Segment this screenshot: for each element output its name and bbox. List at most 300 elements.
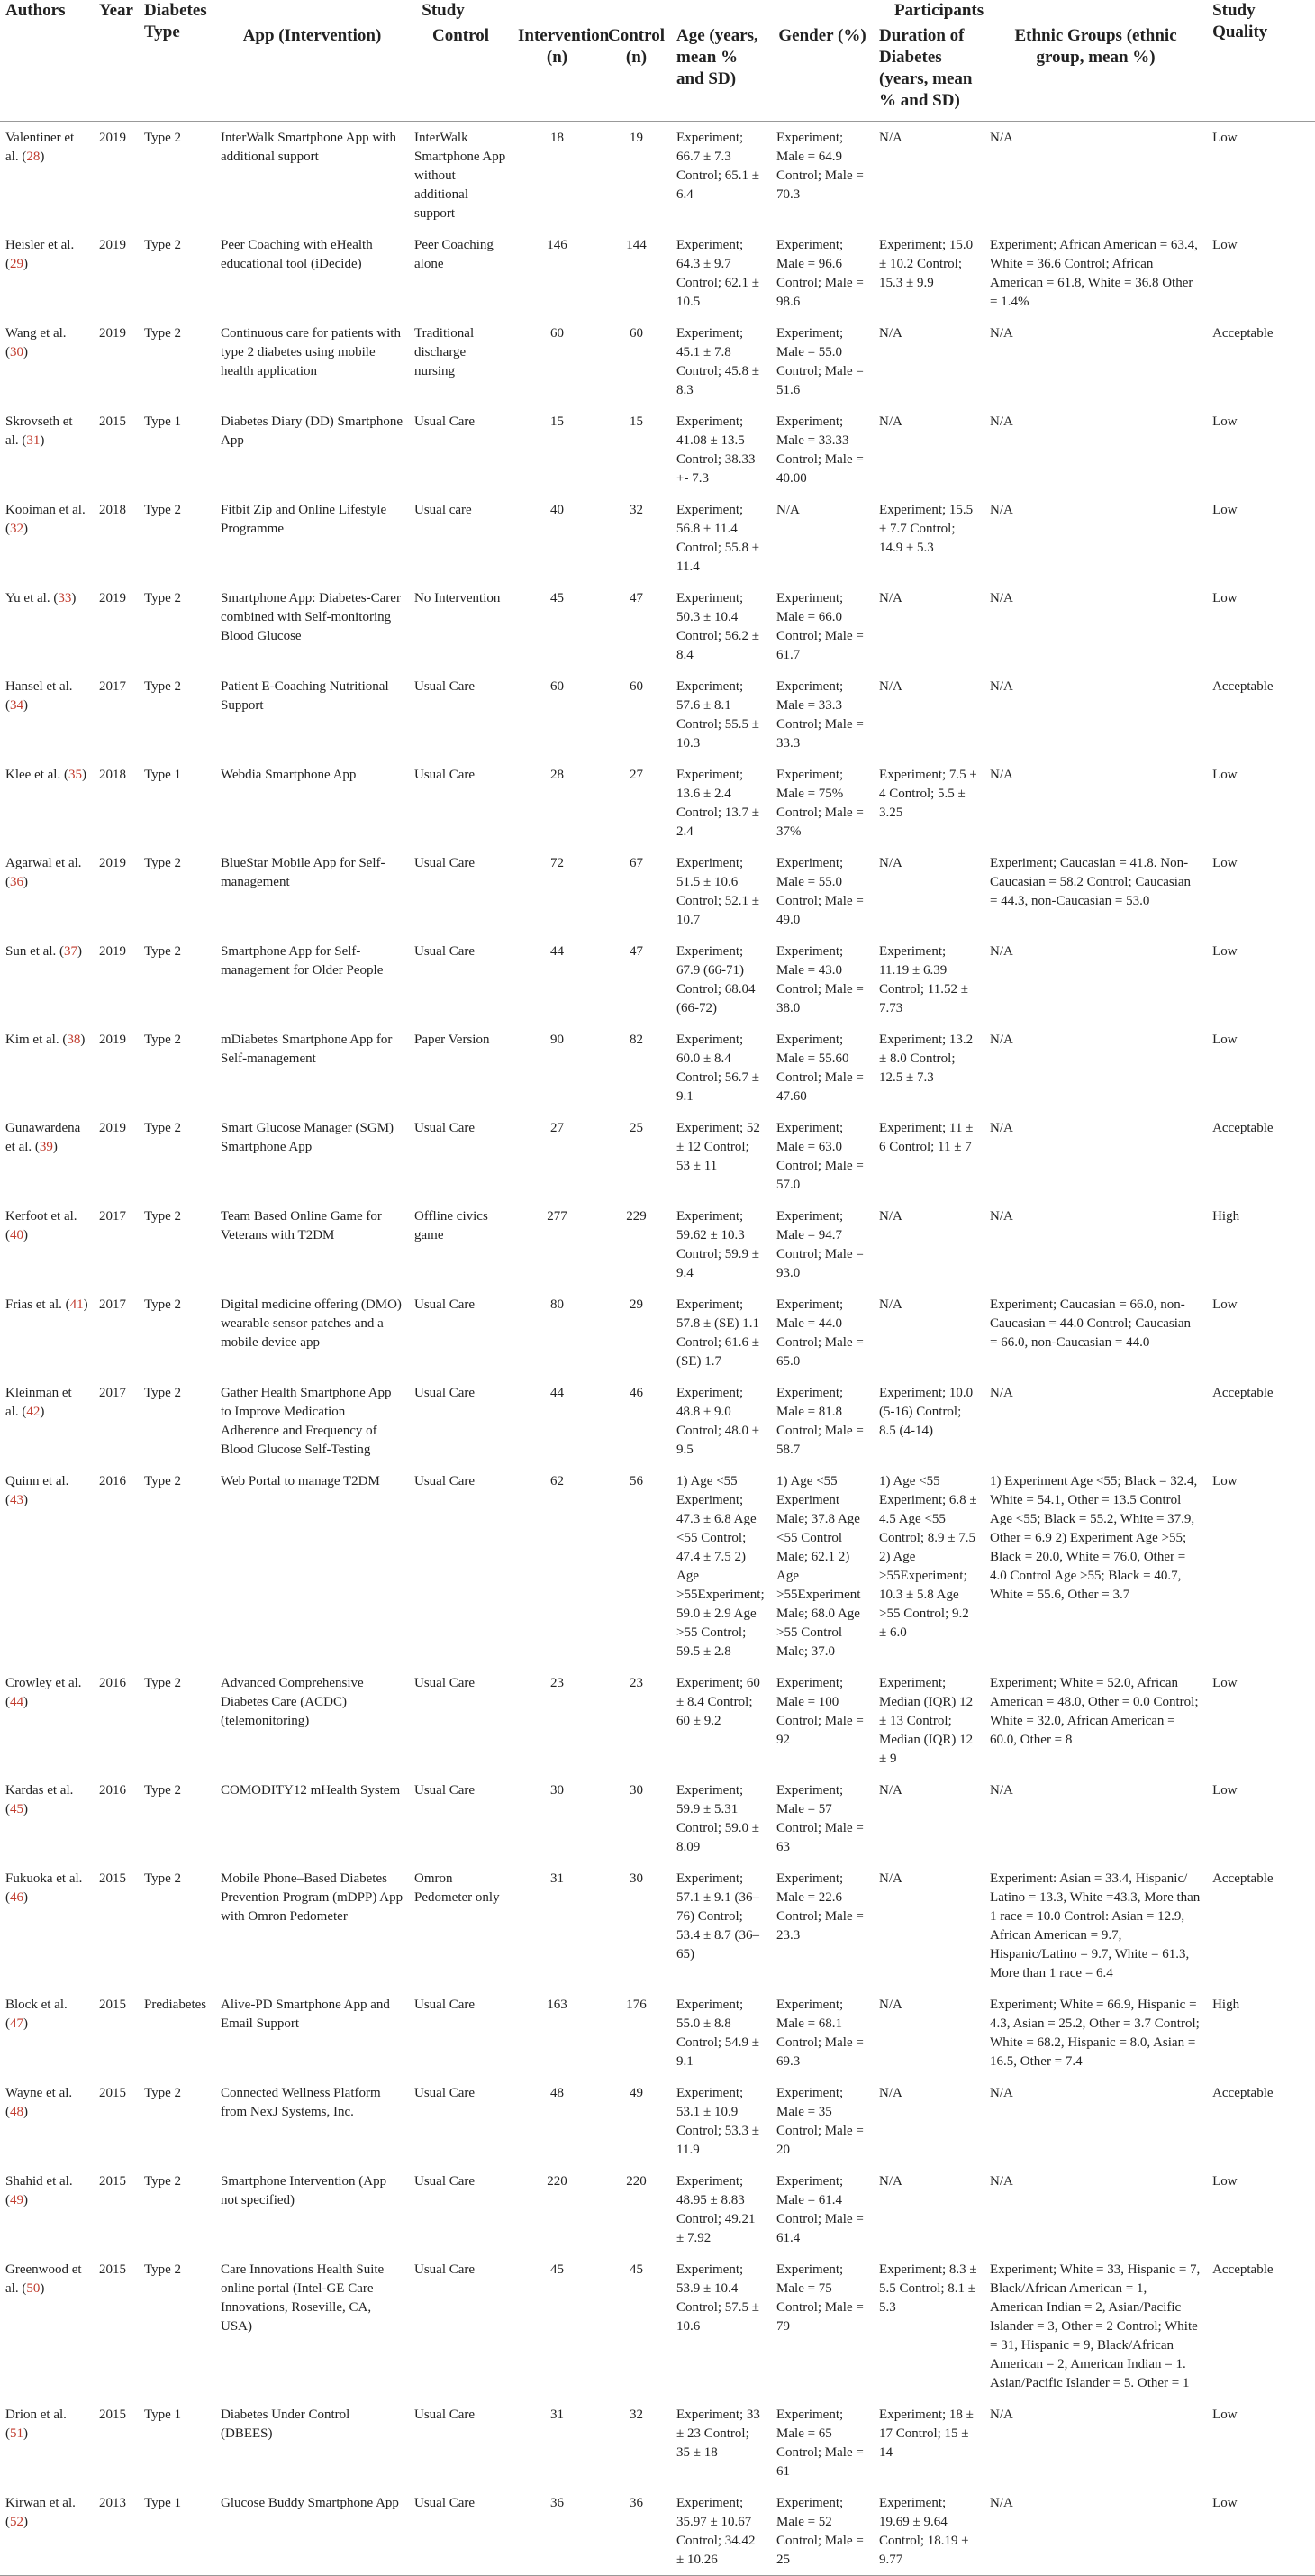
authors-name: Drion et al. ( [5,2408,67,2441]
duration-cell: Experiment; 11 ± 6 Control; 11 ± 7 [879,1121,974,1154]
duration-cell: Experiment; Median (IQR) 12 ± 13 Control; Median (IQR) 12 ± 9 [879,1676,974,1766]
diabetes-type-cell: Type 2 [144,238,182,252]
app-cell: Diabetes Diary (DD) Smartphone App [221,414,404,448]
authors-cell [0,405,94,494]
age-cell: Experiment; 57.1 ± 9.1 (36–76) Control; 53.4 ± 8.7 (36–65) [676,1871,760,1962]
control-cell: Traditional discharge nursing [414,326,475,378]
reference-link[interactable]: 40 [10,1228,23,1242]
authors-name: Kirwan et al. ( [5,2496,76,2529]
control-n-cell: 23 [630,1676,644,1690]
duration-cell: Experiment; 8.3 ± 5.5 Control; 8.1 ± 5.3 [879,2262,977,2315]
app-cell: InterWalk Smartphone App with additional support [221,131,397,164]
reference-link[interactable]: 42 [26,1405,41,1419]
authors-close-paren: ) [23,1695,28,1709]
ethnic-groups-cell: N/A [990,1033,1013,1047]
app-cell: Smart Glucose Manager (SGM) Smartphone App [221,1121,394,1154]
app-cell: Alive-PD Smartphone App and Email Support [221,1998,390,2031]
intervention-n-cell: 36 [550,2496,564,2510]
reference-link[interactable]: 43 [10,1493,23,1507]
authors-name: Kooiman et al. ( [5,503,86,536]
authors-name: Wayne et al. ( [5,2086,73,2119]
app-cell: COMODITY12 mHealth System [221,1783,401,1798]
reference-link[interactable]: 50 [26,2281,41,2296]
diabetes-type-cell: Type 2 [144,1033,182,1047]
ethnic-groups-cell: Experiment; Caucasian = 66.0, non-Caucasian = 44.0 Control; Caucasian = 66.0, non-Caucasian = 44.0 [990,1297,1192,1350]
gender-cell: Experiment; Male = 63.0 Control; Male = 57.0 [776,1121,864,1192]
authors-close-paren: ) [23,345,28,360]
study-quality-cell: Low [1212,2496,1238,2510]
study-quality-cell: Low [1212,414,1238,429]
header-year: Year [99,1,133,20]
authors-cell [0,935,94,1024]
table-row [0,1465,1315,1667]
reference-link[interactable]: 32 [10,522,23,536]
authors-cell [0,2253,94,2399]
gender-cell: Experiment; Male = 75% Control; Male = 37% [776,768,864,839]
ethnic-groups-cell: N/A [990,2496,1013,2510]
authors-name: Kim et al. ( [5,1033,68,1047]
duration-cell: N/A [879,679,902,694]
age-cell: Experiment; 35.97 ± 10.67 Control; 34.42 ± 10.26 [676,2496,756,2567]
intervention-n-cell: 146 [547,238,567,252]
control-n-cell: 176 [626,1998,647,2012]
authors-name: Quinn et al. ( [5,1474,69,1507]
control-cell: Usual Care [414,1474,476,1488]
app-cell: Smartphone App for Self-management for Older People [221,944,384,978]
authors-name: Heisler et al. ( [5,238,75,271]
app-cell: Advanced Comprehensive Diabetes Care (ACDC) (telemonitoring) [221,1676,364,1728]
diabetes-type-cell: Type 1 [144,2496,182,2510]
authors-name: Yu et al. ( [5,591,59,605]
ethnic-groups-cell: N/A [990,1783,1013,1798]
header-gender: Gender (%) [778,26,866,45]
gender-cell: Experiment; Male = 55.60 Control; Male = 47.60 [776,1033,864,1104]
app-cell: Connected Wellness Platform from NexJ Systems, Inc. [221,2086,381,2119]
app-cell: Diabetes Under Control (DBEES) [221,2408,350,2441]
authors-name: Hansel et al. ( [5,679,73,713]
reference-link[interactable]: 41 [69,1297,84,1312]
header-group-study: Study [422,1,465,20]
diabetes-type-cell: Type 2 [144,1783,182,1798]
age-cell: Experiment; 66.7 ± 7.3 Control; 65.1 ± 6.4 [676,131,760,202]
reference-link[interactable]: 47 [10,2016,23,2031]
authors-cell [0,122,94,230]
app-cell: Team Based Online Game for Veterans with T2DM [221,1209,382,1242]
age-cell: Experiment; 60.0 ± 8.4 Control; 56.7 ± 9.1 [676,1033,760,1104]
control-cell: Usual Care [414,2086,476,2100]
age-cell: Experiment; 33 ± 23 Control; 35 ± 18 [676,2408,760,2460]
control-n-cell: 36 [630,2496,644,2510]
header-duration: Duration of Diabetes (years, mean % and SD) [879,26,973,110]
diabetes-type-cell: Type 2 [144,1297,182,1312]
table-row [0,229,1315,317]
control-cell: Usual Care [414,1297,476,1312]
control-n-cell: 56 [630,1474,644,1488]
table-row [0,1667,1315,1774]
authors-close-paren: ) [52,1140,58,1154]
control-n-cell: 46 [630,1386,644,1400]
intervention-n-cell: 18 [550,131,564,145]
app-cell: mDiabetes Smartphone App for Self-management [221,1033,393,1066]
header-age: Age (years, mean % and SD) [676,26,758,88]
control-cell: Usual care [414,503,472,517]
ethnic-groups-cell: N/A [990,503,1013,517]
ethnic-groups-cell: N/A [990,131,1013,145]
age-cell: Experiment; 50.3 ± 10.4 Control; 56.2 ± 8.4 [676,591,760,662]
year-cell: 2016 [99,1676,126,1690]
authors-name: Gunawardena et al. ( [5,1121,81,1154]
authors-close-paren: ) [23,2193,28,2207]
table-row [0,935,1315,1024]
table-row [0,1377,1315,1465]
authors-cell [0,1667,94,1774]
diabetes-type-cell: Type 1 [144,768,182,782]
diabetes-type-cell: Type 2 [144,1386,182,1400]
study-quality-cell: Acceptable [1212,1871,1274,1886]
authors-close-paren: ) [23,1228,28,1242]
header-study-quality: Study Quality [1212,1,1268,41]
age-cell: Experiment; 56.8 ± 11.4 Control; 55.8 ± 11.4 [676,503,760,574]
authors-cell [0,670,94,759]
gender-cell: Experiment; Male = 61.4 Control; Male = 61.4 [776,2174,864,2245]
control-cell: Paper Version [414,1033,490,1047]
authors-name: Kleinman et al. ( [5,1386,72,1419]
reference-link[interactable]: 52 [10,2515,23,2529]
table-row [0,759,1315,847]
intervention-n-cell: 28 [550,768,564,782]
authors-cell [0,1288,94,1377]
reference-link[interactable]: 34 [10,698,23,713]
app-cell: Patient E-Coaching Nutritional Support [221,679,389,713]
intervention-n-cell: 72 [550,856,564,870]
authors-name: Kerfoot et al. ( [5,1209,77,1242]
ethnic-groups-cell: Experiment; African American = 63.4, White = 36.6 Control; African American = 61.8, White = 36.8 Other = 1.4% [990,238,1198,309]
authors-close-paren: ) [83,1297,88,1312]
authors-cell [0,1377,94,1465]
control-cell: Usual Care [414,768,476,782]
study-quality-cell: Low [1212,1783,1238,1798]
control-n-cell: 220 [626,2174,647,2189]
diabetes-type-cell: Type 2 [144,1474,182,1488]
authors-cell [0,229,94,317]
authors-close-paren: ) [80,1033,86,1047]
duration-cell: N/A [879,856,902,870]
duration-cell: N/A [879,2174,902,2189]
gender-cell: N/A [776,503,800,517]
gender-cell: Experiment; Male = 64.9 Control; Male = 70.3 [776,131,864,202]
gender-cell: Experiment; Male = 94.7 Control; Male = 93.0 [776,1209,864,1280]
table-row [0,317,1315,405]
control-n-cell: 60 [630,679,644,694]
authors-close-paren: ) [40,150,45,164]
year-cell: 2015 [99,2174,126,2189]
reference-link[interactable]: 31 [26,433,41,448]
year-cell: 2017 [99,1297,126,1312]
header-row-groups [0,0,1315,22]
authors-cell [0,847,94,935]
table-row [0,2077,1315,2165]
duration-cell: N/A [879,591,902,605]
reference-link[interactable]: 46 [10,1890,23,1905]
app-cell: Glucose Buddy Smartphone App [221,2496,399,2510]
app-cell: BlueStar Mobile App for Self-management [221,856,385,889]
gender-cell: Experiment; Male = 100 Control; Male = 92 [776,1676,864,1747]
authors-name: Klee et al. ( [5,768,68,782]
duration-cell: N/A [879,1297,902,1312]
authors-close-paren: ) [23,2016,28,2031]
authors-close-paren: ) [23,257,28,271]
control-n-cell: 67 [630,856,644,870]
study-quality-cell: Low [1212,1033,1238,1047]
duration-cell: Experiment; 7.5 ± 4 Control; 5.5 ± 3.25 [879,768,977,820]
header-app: App (Intervention) [242,26,382,45]
study-quality-cell: High [1212,1209,1240,1224]
gender-cell: Experiment; Male = 33.33 Control; Male = 40.00 [776,414,864,486]
authors-close-paren: ) [23,2426,28,2441]
diabetes-type-cell: Type 2 [144,2086,182,2100]
table-row [0,122,1315,230]
reference-link[interactable]: 28 [26,150,41,164]
intervention-n-cell: 80 [550,1297,564,1312]
reference-link[interactable]: 30 [10,345,23,360]
duration-cell: Experiment; 15.5 ± 7.7 Control; 14.9 ± 5.3 [879,503,974,555]
duration-cell: N/A [879,1998,902,2012]
reference-link[interactable]: 51 [10,2426,23,2441]
reference-link[interactable]: 37 [64,944,77,959]
duration-cell: N/A [879,131,902,145]
ethnic-groups-cell: N/A [990,1121,1013,1135]
header-authors: Authors [5,1,66,20]
study-quality-cell: Acceptable [1212,2262,1274,2277]
table-row [0,847,1315,935]
authors-name: Agarwal et al. ( [5,856,82,889]
ethnic-groups-cell: Experiment: Asian = 33.4, Hispanic/ Latino = 13.3, White =43.3, More than 1 race = 10.0 Control: Asian = 12.9, African American = 9.7, Hispanic/Latino = 9.7, White = 61.3, More than 1 race = 6.4 [990,1871,1201,1980]
duration-cell: N/A [879,1783,902,1798]
control-n-cell: 47 [630,591,644,605]
study-quality-cell: High [1212,1998,1240,2012]
gender-cell: Experiment; Male = 65 Control; Male = 61 [776,2408,864,2479]
age-cell: Experiment; 48.8 ± 9.0 Control; 48.0 ± 9.5 [676,1386,760,1457]
control-n-cell: 30 [630,1783,644,1798]
reference-link[interactable]: 44 [10,1695,23,1709]
authors-name: Greenwood et al. ( [5,2262,82,2296]
intervention-n-cell: 31 [550,1871,564,1886]
duration-cell: Experiment; 19.69 ± 9.64 Control; 18.19 ± 9.77 [879,2496,969,2567]
study-quality-cell: Low [1212,1297,1238,1312]
intervention-n-cell: 163 [547,1998,567,2012]
year-cell: 2015 [99,2262,126,2277]
authors-cell [0,1200,94,1288]
year-cell: 2019 [99,131,126,145]
gender-cell: Experiment; Male = 66.0 Control; Male = 61.7 [776,591,864,662]
diabetes-type-cell: Type 1 [144,2408,182,2422]
ethnic-groups-cell: N/A [990,2408,1013,2422]
gender-cell: Experiment; Male = 22.6 Control; Male = 23.3 [776,1871,864,1943]
ethnic-groups-cell: N/A [990,2086,1013,2100]
app-cell: Gather Health Smartphone App to Improve Medication Adherence and Frequency of Blood Glucose Self-Testing [221,1386,392,1457]
authors-close-paren: ) [77,944,82,959]
table-row [0,1862,1315,1989]
study-quality-cell: Acceptable [1212,326,1274,341]
year-cell: 2015 [99,414,126,429]
ethnic-groups-cell: N/A [990,2174,1013,2189]
intervention-n-cell: 90 [550,1033,564,1047]
study-quality-cell: Low [1212,944,1238,959]
study-quality-cell: Acceptable [1212,2086,1274,2100]
ethnic-groups-cell: N/A [990,1209,1013,1224]
diabetes-type-cell: Type 1 [144,414,182,429]
control-n-cell: 29 [630,1297,644,1312]
age-cell: Experiment; 57.8 ± (SE) 1.1 Control; 61.6 ± (SE) 1.7 [676,1297,760,1369]
authors-close-paren: ) [71,591,77,605]
control-cell: Usual Care [414,1783,476,1798]
table-row [0,2399,1315,2487]
duration-cell: N/A [879,414,902,429]
reference-link[interactable]: 29 [10,257,23,271]
diabetes-type-cell: Type 2 [144,856,182,870]
year-cell: 2016 [99,1474,126,1488]
authors-name: Skrovseth et al. ( [5,414,73,448]
reference-link[interactable]: 39 [39,1140,53,1154]
table-row [0,670,1315,759]
year-cell: 2019 [99,238,126,252]
duration-cell: Experiment; 10.0 (5-16) Control; 8.5 (4-14) [879,1386,974,1438]
control-n-cell: 30 [630,1871,644,1886]
study-quality-cell: Acceptable [1212,1121,1274,1135]
control-cell: Usual Care [414,1121,476,1135]
control-n-cell: 19 [630,131,644,145]
authors-name: Shahid et al. ( [5,2174,73,2207]
intervention-n-cell: 44 [550,944,564,959]
diabetes-type-cell: Type 2 [144,1871,182,1886]
gender-cell: Experiment; Male = 55.0 Control; Male = 51.6 [776,326,864,397]
intervention-n-cell: 60 [550,326,564,341]
control-n-cell: 27 [630,768,644,782]
year-cell: 2019 [99,944,126,959]
intervention-n-cell: 45 [550,591,564,605]
app-cell: Mobile Phone–Based Diabetes Prevention Program (mDPP) App with Omron Pedometer [221,1871,404,1924]
table-row [0,1200,1315,1288]
authors-cell [0,2165,94,2253]
gender-cell: Experiment; Male = 57 Control; Male = 63 [776,1783,864,1854]
app-cell: Smartphone Intervention (App not specified) [221,2174,387,2207]
header-intervention-n: Intervention (n) [518,26,610,67]
intervention-n-cell: 60 [550,679,564,694]
authors-close-paren: ) [23,1802,28,1816]
authors-close-paren: ) [23,2515,28,2529]
age-cell: Experiment; 55.0 ± 8.8 Control; 54.9 ± 9.1 [676,1998,760,2069]
authors-cell [0,582,94,670]
header-group-participants: Participants [893,1,984,20]
table-row [0,1288,1315,1377]
app-cell: Fitbit Zip and Online Lifestyle Programme [221,503,387,536]
duration-cell: N/A [879,326,902,341]
reference-link[interactable]: 48 [10,2105,23,2119]
authors-name: Valentiner et al. ( [5,131,75,164]
authors-close-paren: ) [23,875,28,889]
control-n-cell: 49 [630,2086,644,2100]
table-row [0,1989,1315,2077]
authors-name: Crowley et al. ( [5,1676,82,1709]
control-cell: Offline civics game [414,1209,488,1242]
reference-link[interactable]: 38 [67,1033,81,1047]
intervention-n-cell: 31 [550,2408,564,2422]
control-n-cell: 47 [630,944,644,959]
age-cell: Experiment; 59.9 ± 5.31 Control; 59.0 ± 8.09 [676,1783,760,1854]
control-n-cell: 25 [630,1121,644,1135]
table-row [0,2165,1315,2253]
diabetes-type-cell: Type 2 [144,591,182,605]
authors-close-paren: ) [23,2105,28,2119]
year-cell: 2019 [99,1033,126,1047]
authors-close-paren: ) [23,698,28,713]
age-cell: Experiment; 67.9 (66-71) Control; 68.04 (66-72) [676,944,756,1015]
year-cell: 2019 [99,326,126,341]
control-cell: Usual Care [414,944,476,959]
age-cell: Experiment; 41.08 ± 13.5 Control; 38.33 +- 7.3 [676,414,756,486]
year-cell: 2019 [99,856,126,870]
authors-close-paren: ) [23,1493,28,1507]
gender-cell: Experiment; Male = 44.0 Control; Male = 65.0 [776,1297,864,1369]
ethnic-groups-cell: Experiment; White = 52.0, African American = 48.0, Other = 0.0 Control; White = 32.0, African American = 60.0, Other = 8 [990,1676,1199,1747]
age-cell: Experiment; 57.6 ± 8.1 Control; 55.5 ± 10.3 [676,679,760,751]
authors-cell [0,1024,94,1112]
authors-name: Kardas et al. ( [5,1783,74,1816]
diabetes-type-cell: Type 2 [144,2174,182,2189]
authors-close-paren: ) [40,2281,45,2296]
authors-cell [0,2487,94,2576]
study-quality-cell: Low [1212,2408,1238,2422]
reference-link[interactable]: 35 [68,768,82,782]
year-cell: 2019 [99,1121,126,1135]
reference-link[interactable]: 49 [10,2193,23,2207]
table-row [0,405,1315,494]
year-cell: 2015 [99,1998,126,2012]
ethnic-groups-cell: Experiment; White = 33, Hispanic = 7, Black/African American = 1, American Indian = 2, Asian/Pacific Islander = 3, Other = 2 Control; White = 31, Hispanic = 9, Black/African American = 2, American Indian = 1. Asian/Pacific Islander = 5. Other = 1 [990,2262,1201,2390]
gender-cell: Experiment; Male = 43.0 Control; Male = 38.0 [776,944,864,1015]
ethnic-groups-cell: N/A [990,679,1013,694]
header-control-n: Control (n) [608,26,665,67]
control-cell: Usual Care [414,1386,476,1400]
year-cell: 2018 [99,503,126,517]
reference-link[interactable]: 45 [10,1802,23,1816]
table-row [0,1112,1315,1200]
ethnic-groups-cell: Experiment; White = 66.9, Hispanic = 4.3, Asian = 25.2, Other = 3.7 Control; White = 68.2, Hispanic = 8.0, Asian = 16.5, Other = 7.4 [990,1998,1200,2069]
control-n-cell: 60 [630,326,644,341]
duration-cell: N/A [879,1209,902,1224]
study-quality-cell: Low [1212,2174,1238,2189]
study-quality-cell: Low [1212,591,1238,605]
control-n-cell: 45 [630,2262,644,2277]
gender-cell: Experiment; Male = 52 Control; Male = 25 [776,2496,864,2567]
reference-link[interactable]: 36 [10,875,23,889]
reference-link[interactable]: 33 [58,591,72,605]
app-cell: Web Portal to manage T2DM [221,1474,380,1488]
study-quality-cell: Acceptable [1212,1386,1274,1400]
diabetes-type-cell: Type 2 [144,1121,182,1135]
gender-cell: Experiment; Male = 81.8 Control; Male = 58.7 [776,1386,864,1457]
duration-cell: 1) Age <55 Experiment; 6.8 ± 4.5 Age <55 Control; 8.9 ± 7.5 2) Age >55Experiment; 10.3 ± 5.8 Age >55 Control; 9.2 ± 6.0 [879,1474,977,1640]
diabetes-type-cell: Type 2 [144,2262,182,2277]
control-cell: No Intervention [414,591,501,605]
table-body [0,122,1315,2576]
control-cell: Usual Care [414,679,476,694]
age-cell: Experiment; 53.9 ± 10.4 Control; 57.5 ± 10.6 [676,2262,760,2334]
year-cell: 2018 [99,768,126,782]
authors-cell [0,2399,94,2487]
authors-cell [0,494,94,582]
duration-cell: Experiment; 13.2 ± 8.0 Control; 12.5 ± 7.3 [879,1033,974,1085]
